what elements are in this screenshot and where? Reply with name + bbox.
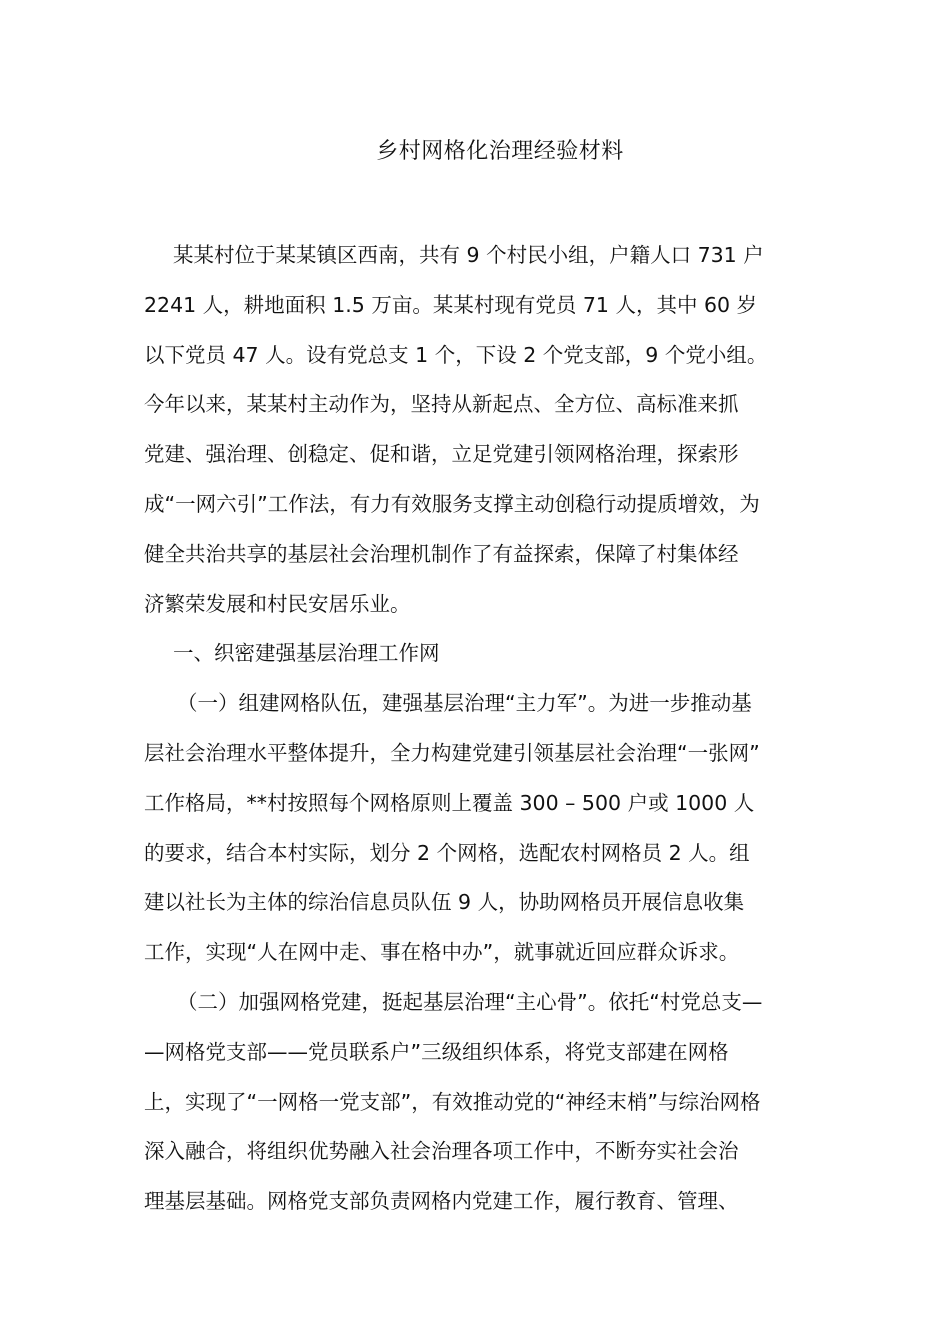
paragraph-line: （一）组建网格队伍，建强基层治理“主力军”。为进一步推动基 [177, 691, 752, 716]
paragraph-line: 以下党员 47 人。设有党总支 1 个，下设 2 个党支部，9 个党小组。 [144, 342, 768, 367]
paragraph-line: 今年以来，某某村主动作为，坚持从新起点、全方位、高标准来抓 [144, 392, 739, 417]
section-heading: 一、织密建强基层治理工作网 [173, 641, 440, 666]
paragraph-line: 党建、强治理、创稳定、促和谐，立足党建引领网格治理，探索形 [144, 442, 739, 467]
paragraph-line: 工作，实现“人在网中走、事在格中办”，就事就近回应群众诉求。 [144, 940, 740, 965]
paragraph-line: 层社会治理水平整体提升，全力构建党建引领基层社会治理“一张网” [144, 740, 760, 765]
paragraph-line: 2241 人，耕地面积 1.5 万亩。某某村现有党员 71 人，其中 60 岁 [144, 292, 758, 317]
paragraph-line: 深入融合，将组织优势融入社会治理各项工作中，不断夯实社会治 [144, 1139, 739, 1164]
paragraph-line: 建以社长为主体的综治信息员队伍 9 人，协助网格员开展信息收集 [144, 890, 745, 915]
paragraph-line: 工作格局，**村按照每个网格原则上覆盖 300 – 500 户或 1000 人 [144, 790, 755, 815]
document-title: 乡村网格化治理经验材料 [376, 139, 624, 164]
paragraph-line: 成“一网六引”工作法，有力有效服务支撑主动创稳行动提质增效，为 [144, 491, 760, 516]
paragraph-line: 济繁荣发展和村民安居乐业。 [144, 591, 411, 616]
paragraph-line: （二）加强网格党建，挺起基层治理“主心骨”。依托“村党总支— [177, 989, 763, 1014]
paragraph-line: —网格党支部——党员联系户”三级组织体系，将党支部建在网格 [144, 1039, 729, 1064]
paragraph-line: 某某村位于某某镇区西南，共有 9 个村民小组，户籍人口 731 户 [173, 243, 764, 267]
paragraph-line: 理基层基础。网格党支部负责网格内党建工作，履行教育、管理、 [144, 1189, 739, 1214]
document-body [144, 231, 806, 1227]
paragraph-line: 的要求，结合本村实际，划分 2 个网格，选配农村网格员 2 人。组 [144, 840, 750, 865]
paragraph-line: 健全共治共享的基层社会治理机制作了有益探索，保障了村集体经 [144, 541, 739, 566]
paragraph-line: 上，实现了“一网格一党支部”，有效推动党的“神经末梢”与综治网格 [144, 1089, 761, 1114]
